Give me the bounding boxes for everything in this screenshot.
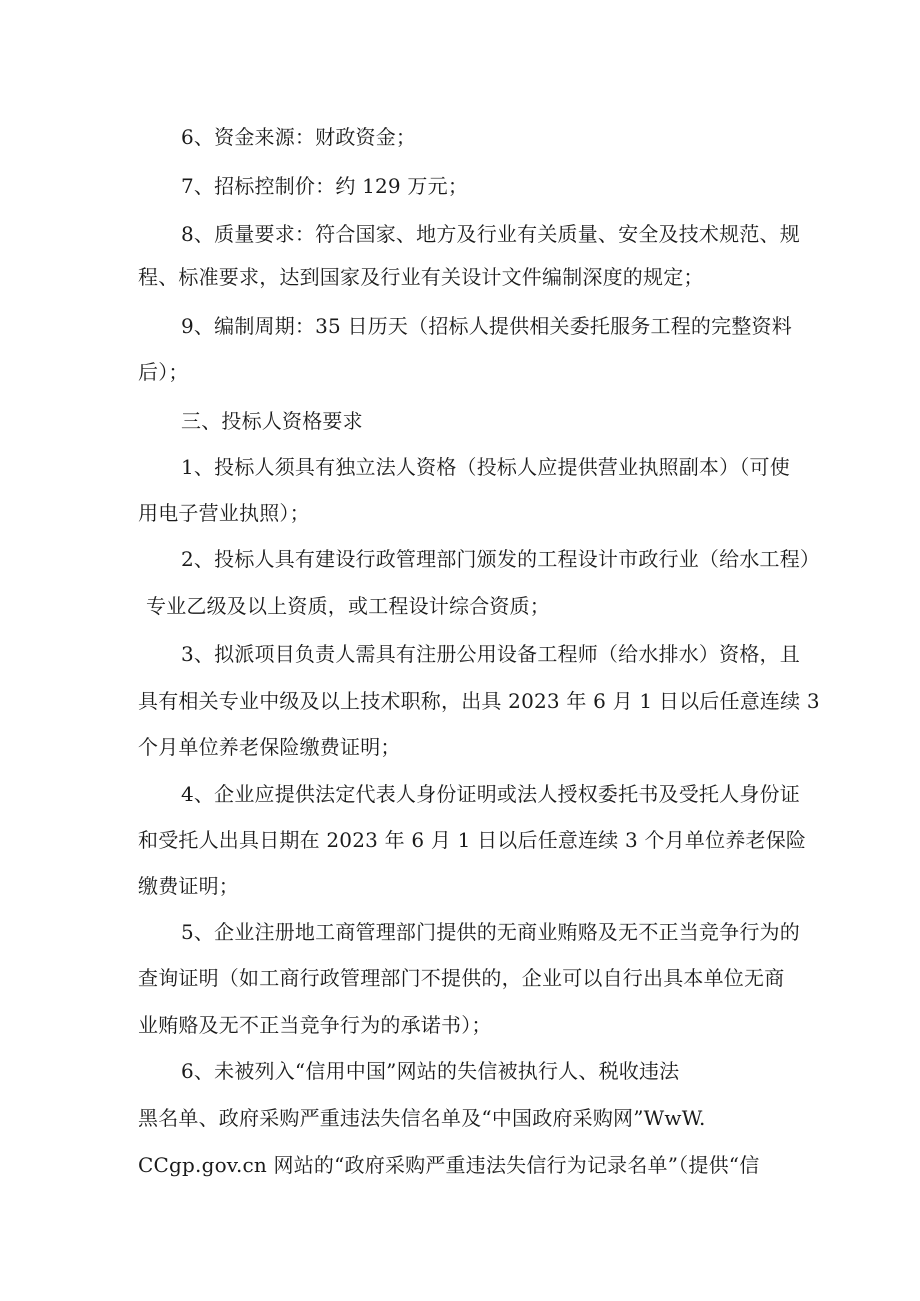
qual-5-no-bribery-proof-cont-1: 查询证明（如工商行政管理部门不提供的，企业可以自行出具本单位无商 (138, 966, 785, 990)
item-8-quality-requirements-cont: 程、标准要求，达到国家及行业有关设计文件编制深度的规定； (138, 265, 704, 289)
qual-3-project-leader-cont-1: 具有相关专业中级及以上技术职称，出具 2023 年 6 月 1 日以后任意连续 3 (138, 689, 820, 713)
qual-4-legal-representative-cont-1: 和受托人出具日期在 2023 年 6 月 1 日以后任意连续 3 个月单位养老保险 (138, 828, 807, 852)
item-6-funding-source: 6、资金来源：财政资金； (181, 125, 417, 149)
qual-3-project-leader-cont-2: 个月单位养老保险缴费证明； (138, 735, 401, 759)
qual-5-no-bribery-proof: 5、企业注册地工商管理部门提供的无商业贿赂及无不正当竞争行为的 (181, 920, 800, 944)
item-7-bid-control-price: 7、招标控制价：约 129 万元； (181, 174, 469, 198)
qual-6-credit-check-cont-1: 黑名单、政府采购严重违法失信名单及“中国政府采购网”WwW. (138, 1106, 706, 1130)
item-9-preparation-period: 9、编制周期：35 日历天（招标人提供相关委托服务工程的完整资料 (181, 314, 792, 338)
qual-4-legal-representative-cont-2: 缴费证明； (138, 874, 239, 898)
qual-6-credit-check: 6、未被列入“信用中国”网站的失信被执行人、税收违法 (181, 1059, 680, 1083)
qual-2-design-qualification-cont: 专业乙级及以上资质，或工程设计综合资质； (146, 594, 550, 618)
item-9-preparation-period-cont: 后）； (138, 360, 189, 384)
qual-1-legal-entity-cont: 用电子营业执照）； (138, 501, 310, 525)
qual-2-design-qualification: 2、投标人具有建设行政管理部门颁发的工程设计市政行业（给水工程） (181, 547, 821, 571)
item-8-quality-requirements: 8、质量要求：符合国家、地方及行业有关质量、安全及技术规范、规 (181, 222, 800, 246)
section-heading-bidder-qualifications: 三、投标人资格要求 (181, 409, 363, 433)
qual-1-legal-entity: 1、投标人须具有独立法人资格（投标人应提供营业执照副本）（可使 (181, 455, 790, 479)
qual-4-legal-representative: 4、企业应提供法定代表人身份证明或法人授权委托书及受托人身份证 (181, 782, 800, 806)
qual-6-credit-check-cont-2: CCgp.gov.cn 网站的“政府采购严重违法失信行为记录名单”（提供“信 (138, 1153, 760, 1177)
qual-5-no-bribery-proof-cont-2: 业贿赂及无不正当竞争行为的承诺书）； (138, 1013, 492, 1037)
qual-3-project-leader: 3、拟派项目负责人需具有注册公用设备工程师（给水排水）资格，且 (181, 642, 800, 666)
